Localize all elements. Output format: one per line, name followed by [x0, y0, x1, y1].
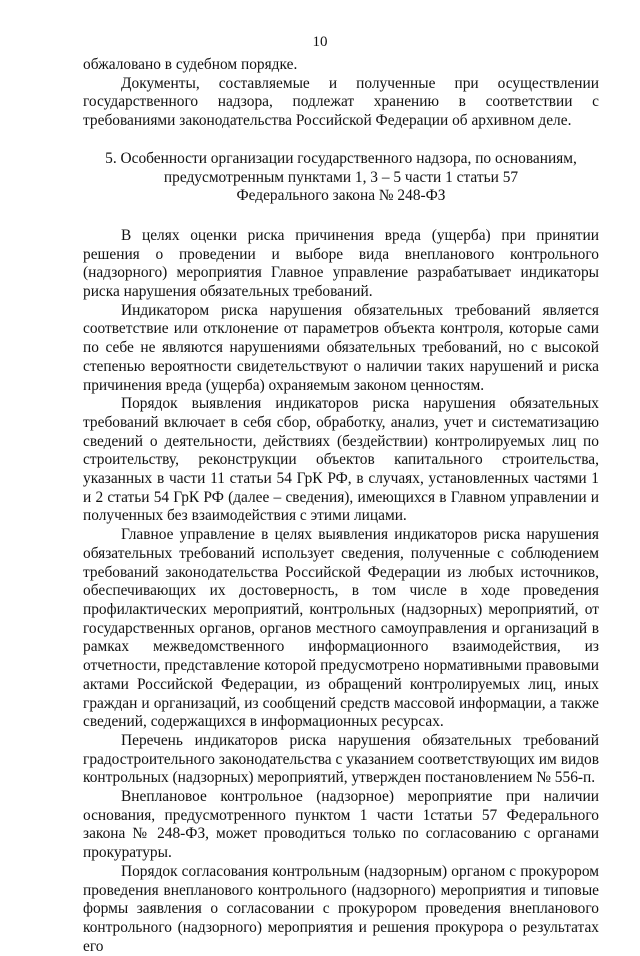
- section-heading-line-2: предусмотренным пунктами 1, 3 – 5 части 1 статьи 57: [163, 168, 519, 186]
- paragraph-archive-storage: Документы, составляемые и полученные при осуществлении государственного надзора, подлежат хранению в соответствии с требованиями законодательства Российской Федерации об архивном деле.: [83, 74, 599, 130]
- section-heading-line-3: Федерального закона № 248-ФЗ: [236, 187, 446, 205]
- paragraph-risk-assessment: В целях оценки риска причинения вреда (ущерба) при принятии решения о проведении и выборе вида внепланового контрольного (надзорного) мероприятия Главное управление разрабатывает индикаторы риска нарушения обязательных требований.: [83, 226, 599, 301]
- paragraph-prosecutor-approval: Порядок согласования контрольным (надзорным) органом с прокурором проведения внепланового контрольного (надзорного) мероприятия и типовые формы заявления о согласовании с прокурором проведения внепланового контрольного (надзорного) мероприятия и решения прокурора о результатах его: [83, 862, 599, 955]
- page-number: 10: [312, 34, 328, 50]
- document-body: [83, 56, 599, 956]
- paragraph-continuation: обжаловано в судебном порядке.: [83, 56, 298, 73]
- section-heading-line-1: 5. Особенности организации государственного надзора, по основаниям,: [105, 149, 577, 167]
- paragraph-detection-procedure: Порядок выявления индикаторов риска нарушения обязательных требований включает в себя сбор, обработку, анализ, учет и систематизацию сведений о деятельности, действиях (бездействии) контролируемых лиц по строительству, реконструкции объектов капитального строительства, указанных в части 11 статьи 54 ГрК РФ, в случаях, установленных частями 1 и 2 статьи 54 ГрК РФ (далее – сведения), имеющихся в Главном управлении и полученных без взаимодействия с этими лицами.: [83, 395, 599, 525]
- section-heading: [83, 150, 599, 206]
- paragraph-risk-indicator: Индикатором риска нарушения обязательных требований является соответствие или отклонение от параметров объекта контроля, которые сами по себе не являются нарушениями обязательных требований, но с высокой степенью вероятности свидетельствуют о наличии таких нарушений и риска причинения вреда (ущерба) охраняемым законом ценностям.: [83, 301, 599, 394]
- paragraph-information-sources: Главное управление в целях выявления индикаторов риска нарушения обязательных требований использует сведения, полученные с соблюдением требований законодательства Российской Федерации из любых источников, обеспечивающих их достоверность, в том числе в ходе проведения профилактических мероприятий, контрольных (надзорных) мероприятий, от государственных органов, органов местного самоуправления и организаций в рамках межведомственного информационного взаимодействия, из отчетности, представление которой предусмотрено нормативными правовыми актами Российской Федерации, из обращений контролируемых лиц, иных граждан и организаций, из сообщений средств массовой информации, а также сведений, содержащихся в информационных ресурсах.: [83, 526, 599, 731]
- paragraph-indicator-list: Перечень индикаторов риска нарушения обязательных требований градостроительного законодательства с указанием соответствующих им видов контрольных (надзорных) мероприятий, утвержден постановлением № 556-п.: [83, 731, 599, 787]
- paragraph-unscheduled-inspection: Внеплановое контрольное (надзорное) мероприятие при наличии основания, предусмотренного пунктом 1 части 1статьи 57 Федерального закона № 248-ФЗ, может проводиться только по согласованию с органами прокуратуры.: [83, 788, 599, 862]
